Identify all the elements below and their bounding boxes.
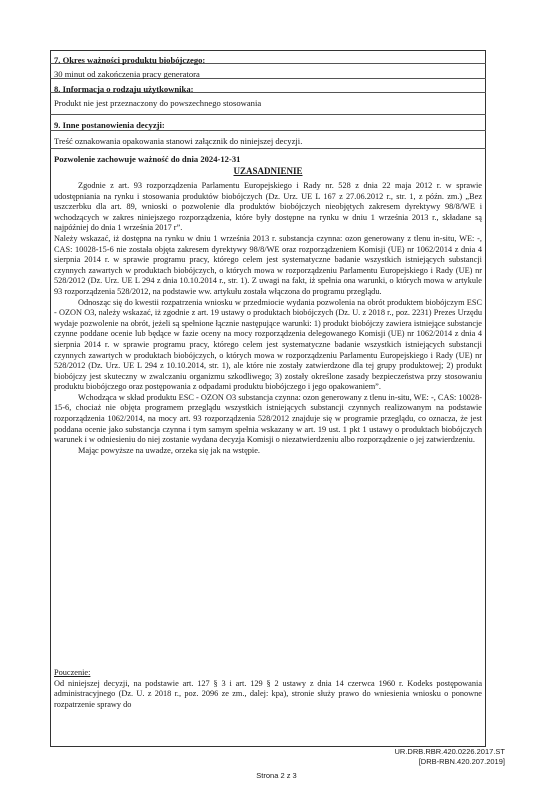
section-8-value-row <box>50 93 486 115</box>
justification-paragraph: Mając powyższe na uwadze, orzeka się jak na wstępie. <box>78 445 260 455</box>
justification-paragraph: Należy wskazać, iż dostępna na rynku w dniu 1 września 2013 r. substancja czynna: ozon generowany z tlenu in-situ, WE: -, CAS: 10028-15-6 nie została objęta zakresem dyrektywy 98/8/WE oraz rozporządzeniem Komisji (UE) nr 1062/2014 z dnia 4 sierpnia 2014 r. w sprawie programu pracy, którego celem jest systematyczne badanie wszystkich istniejących substancji czynnych zawartych w produktach biobójczych, o których mowa w rozporządzeniu Parlamentu Europejskiego i Rady (UE) nr 528/2012 (Dz. Urz. UE L 294 z dnia 10.10.2014 r., str. 1). Z uwagi na fakt, iż spełnia ona warunki, o których mowa w artykule 93 rozporządzenia 528/2012, na podstawie ww. artykułu została włączona do programu przeglądu. <box>54 233 482 296</box>
section-9-value-row <box>50 131 486 149</box>
case-reference-line-2: [DRB-RBN.420.207.2019] <box>418 757 505 766</box>
section-9-label-row <box>50 115 486 131</box>
section-7-label-row <box>50 50 486 64</box>
justification-paragraph: Wchodząca w skład produktu ESC - OZON O3 substancja czynna: ozon generowany z tlenu in-situ, WE: -, CAS: 10028-15-6, chociaż nie objęta programem przeglądu wszystkich istniejących substancji czynnych realizowanym na podstawie rozporządzenia 1062/2014, na mocy art. 93 rozporządzenia 528/2012 znajduje się w programie przeglądu, co oznacza, że jest poddana ocenie jako substancja czynna i tym samym spełnia wskazany w art. 19 ust. 1 pkt 1 ustawy o produktach biobójczych warunek i w odniesieniu do niej zostanie wydana decyzja Komisji o niezatwierdzeniu albo rozporządzenie o jej zatwierdzeniu. <box>54 392 482 445</box>
justification-paragraph: Odnosząc się do kwestii rozpatrzenia wniosku w przedmiocie wydania pozwolenia na obrót produktem biobójczym ESC - OZON O3, należy wskazać, iż zgodnie z art. 19 ustawy o produktach biobójczych (Dz. U. z 2018 r., poz. 2231) Prezes Urzędu wydaje pozwolenie na obrót, jeżeli są spełnione łącznie następujące warunki: 1) produkt biobójczy zawiera istniejące substancje czynne poddane ocenie lub będące w fazie oceny na mocy rozporządzenia delegowanego Komisji (UE) nr 1062/2014 z dnia 4 sierpnia 2014 r. w sprawie programu pracy, którego celem jest systematyczne badanie wszystkich istniejących substancji czynnych zawartych w produktach biobójczych, o których mowa w rozporządzeniu Parlamentu Europejskiego i Rady (UE) nr 528/2012 (Dz. Urz. UE L 294 z 10.10.2014, str. 1), ale które nie zostały zatwierdzone dla tej grupy produktowej; 2) produkt biobójczy jest skuteczny w zwalczaniu organizmu szkodliwego; 3) zostały określone zasady bezpieczeństwa przy stosowaniu produktu biobójczego oraz postępowania z odpadami produktu biobójczego i jego opakowaniem”. <box>54 297 482 392</box>
validity-row <box>50 149 486 166</box>
section-8-label-row <box>50 79 486 93</box>
case-reference-line-1: UR.DRB.RBR.420.0226.2017.ST <box>394 747 505 756</box>
justification-heading: UZASADNIENIE <box>233 166 303 176</box>
section-7-value: 30 minut od zakończenia pracy generatora <box>54 69 200 79</box>
section-7-value-row <box>50 64 486 79</box>
justification-paragraph: Zgodnie z art. 93 rozporządzenia Parlamentu Europejskiego i Rady nr. 528 z dnia 22 maja 2012 r. w sprawie udostępniania na rynku i stosowania produktów biobójczych (Dz. Urz. UE L 167 z 27.06.2012 r., str. 1, z późn. zm.) „Bez uszczerbku dla art. 89, wnioski o pozwolenie dla produktów biobójczych nieobjętych zakresem dyrektywy 98/8/WE i wchodzących w zakres niniejszego rozporządzenia, które były dostępne na rynku w dniu 1 września 2013 r., składane są najpóźniej do dnia 1 września 2017 r”. <box>54 181 482 233</box>
section-8-label: 8. Informacja o rodzaju użytkownika: <box>54 84 194 94</box>
section-8-value: Produkt nie jest przeznaczony do powszechnego stosowania <box>54 98 262 108</box>
validity-statement: Pozwolenie zachowuje ważność do dnia 2024-12-31 <box>54 154 241 164</box>
section-9-label: 9. Inne postanowienia decyzji: <box>54 120 165 130</box>
section-9-value: Treść oznakowania opakowania stanowi załącznik do niniejszej decyzji. <box>54 136 303 146</box>
pouczenie-text: Od niniejszej decyzji, na podstawie art. 127 § 3 i art. 129 § 2 ustawy z dnia 14 czerwca 1960 r. Kodeks postępowania administracyjnego (Dz. U. z 2018 r., poz. 2096 ze zm., dalej: kpa), stronie służy prawo do wniesienia wniosku o ponowne rozpatrzenie sprawy do <box>54 678 482 709</box>
section-7-label: 7. Okres ważności produktu biobójczego: <box>54 55 206 65</box>
page-number: Strona 2 z 3 <box>256 771 297 780</box>
pouczenie-label: Pouczenie: <box>54 668 91 677</box>
pouczenie-block <box>54 668 482 710</box>
case-reference <box>395 747 505 767</box>
justification-body <box>54 181 482 456</box>
